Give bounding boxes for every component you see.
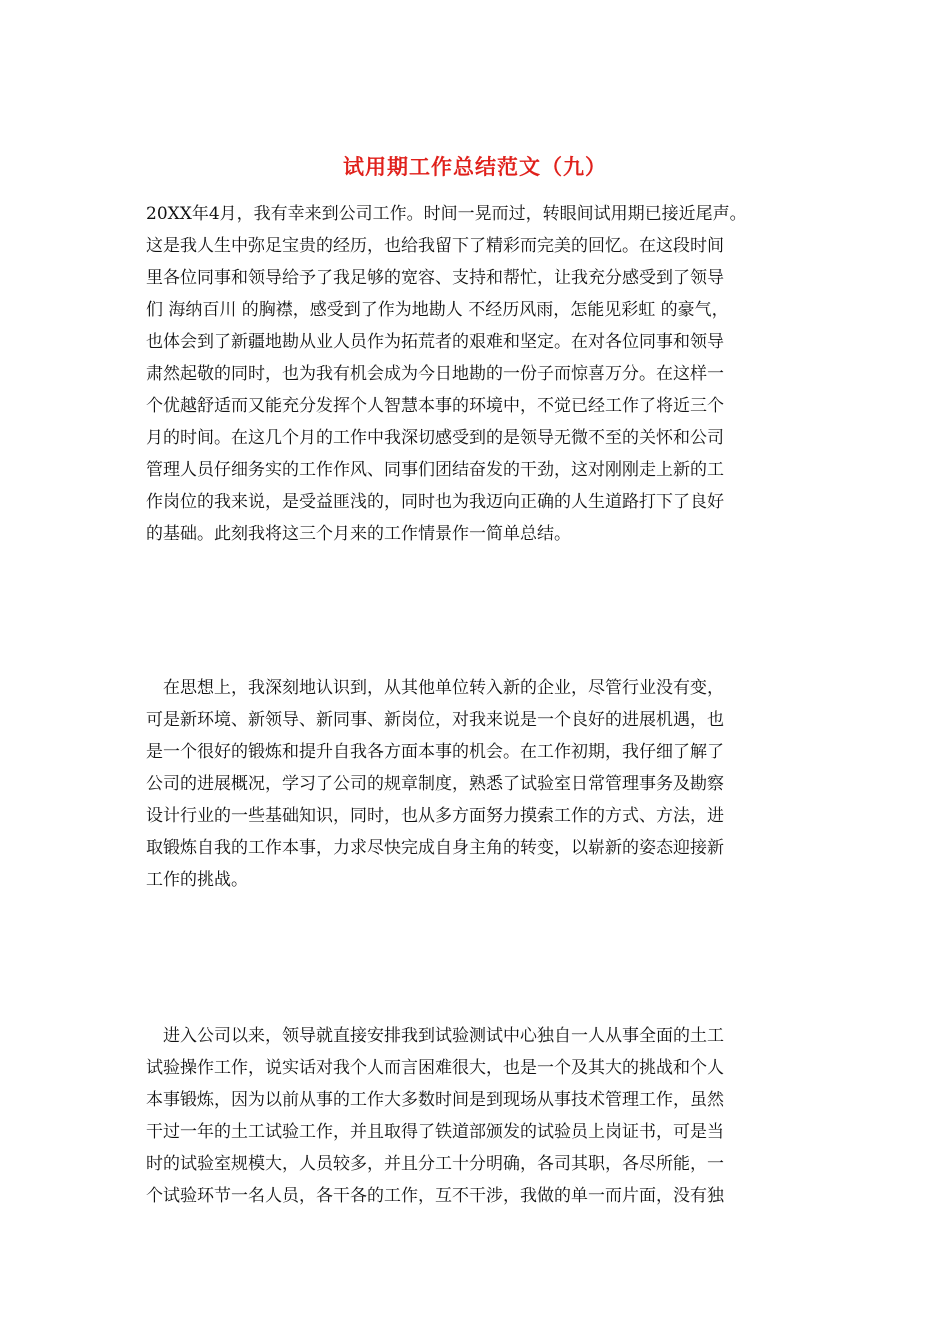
paragraph-2-line-1: 在思想上，我深刻地认识到，从其他单位转入新的企业，尽管行业没有变， bbox=[146, 678, 724, 698]
paragraph-1-line-9: 管理人员仔细务实的工作作风、同事们团结奋发的干劲，这对刚刚走上新的工 bbox=[146, 460, 724, 480]
paragraph-1-line-3: 里各位同事和领导给予了我足够的宽容、支持和帮忙，让我充分感受到了领导 bbox=[146, 268, 724, 288]
paragraph-1-line-6: 肃然起敬的同时，也为我有机会成为今日地勘的一份子而惊喜万分。在这样一 bbox=[146, 364, 724, 384]
paragraph-1-line-7: 个优越舒适而又能充分发挥个人智慧本事的环境中，不觉已经工作了将近三个 bbox=[146, 396, 724, 416]
paragraph-1-line-2: 这是我人生中弥足宝贵的经历，也给我留下了精彩而完美的回忆。在这段时间 bbox=[146, 236, 724, 256]
paragraph-3-line-2: 试验操作工作，说实话对我个人而言困难很大，也是一个及其大的挑战和个人 bbox=[146, 1058, 724, 1078]
paragraph-3-line-1: 进入公司以来，领导就直接安排我到试验测试中心独自一人从事全面的土工 bbox=[146, 1026, 724, 1046]
paragraph-3-line-6: 个试验环节一名人员，各干各的工作，互不干涉，我做的单一而片面，没有独 bbox=[146, 1186, 724, 1206]
document-title: 试用期工作总结范文（九） bbox=[343, 154, 607, 179]
paragraph-3-line-3: 本事锻炼，因为以前从事的工作大多数时间是到现场从事技术管理工作，虽然 bbox=[146, 1090, 724, 1110]
paragraph-2-line-6: 取锻炼自我的工作本事，力求尽快完成自身主角的转变，以崭新的姿态迎接新 bbox=[146, 838, 724, 858]
paragraph-1-line-5: 也体会到了新疆地勘从业人员作为拓荒者的艰难和坚定。在对各位同事和领导 bbox=[146, 332, 724, 352]
paragraph-1-line-11: 的基础。此刻我将这三个月来的工作情景作一简单总结。 bbox=[146, 524, 571, 544]
paragraph-2-line-7: 工作的挑战。 bbox=[146, 870, 248, 890]
paragraph-3-line-5: 时的试验室规模大，人员较多，并且分工十分明确，各司其职，各尽所能，一 bbox=[146, 1154, 724, 1174]
paragraph-1-line-10: 作岗位的我来说，是受益匪浅的，同时也为我迈向正确的人生道路打下了良好 bbox=[146, 492, 724, 512]
paragraph-2-line-3: 是一个很好的锻炼和提升自我各方面本事的机会。在工作初期，我仔细了解了 bbox=[146, 742, 724, 762]
paragraph-1-line-8: 月的时间。在这几个月的工作中我深切感受到的是领导无微不至的关怀和公司 bbox=[146, 428, 724, 448]
paragraph-3-line-4: 干过一年的土工试验工作，并且取得了铁道部颁发的试验员上岗证书，可是当 bbox=[146, 1122, 724, 1142]
paragraph-2-line-5: 设计行业的一些基础知识，同时，也从多方面努力摸索工作的方式、方法，进 bbox=[146, 806, 724, 826]
paragraph-1-line-1: 20XX年4月，我有幸来到公司工作。时间一晃而过，转眼间试用期已接近尾声。 bbox=[146, 204, 747, 224]
paragraph-2-line-2: 可是新环境、新领导、新同事、新岗位，对我来说是一个良好的进展机遇，也 bbox=[146, 710, 724, 730]
paragraph-1-line-4: 们 海纳百川 的胸襟，感受到了作为地勘人 不经历风雨，怎能见彩虹 的豪气， bbox=[146, 300, 729, 320]
paragraph-2-line-4: 公司的进展概况，学习了公司的规章制度，熟悉了试验室日常管理事务及勘察 bbox=[146, 774, 724, 794]
